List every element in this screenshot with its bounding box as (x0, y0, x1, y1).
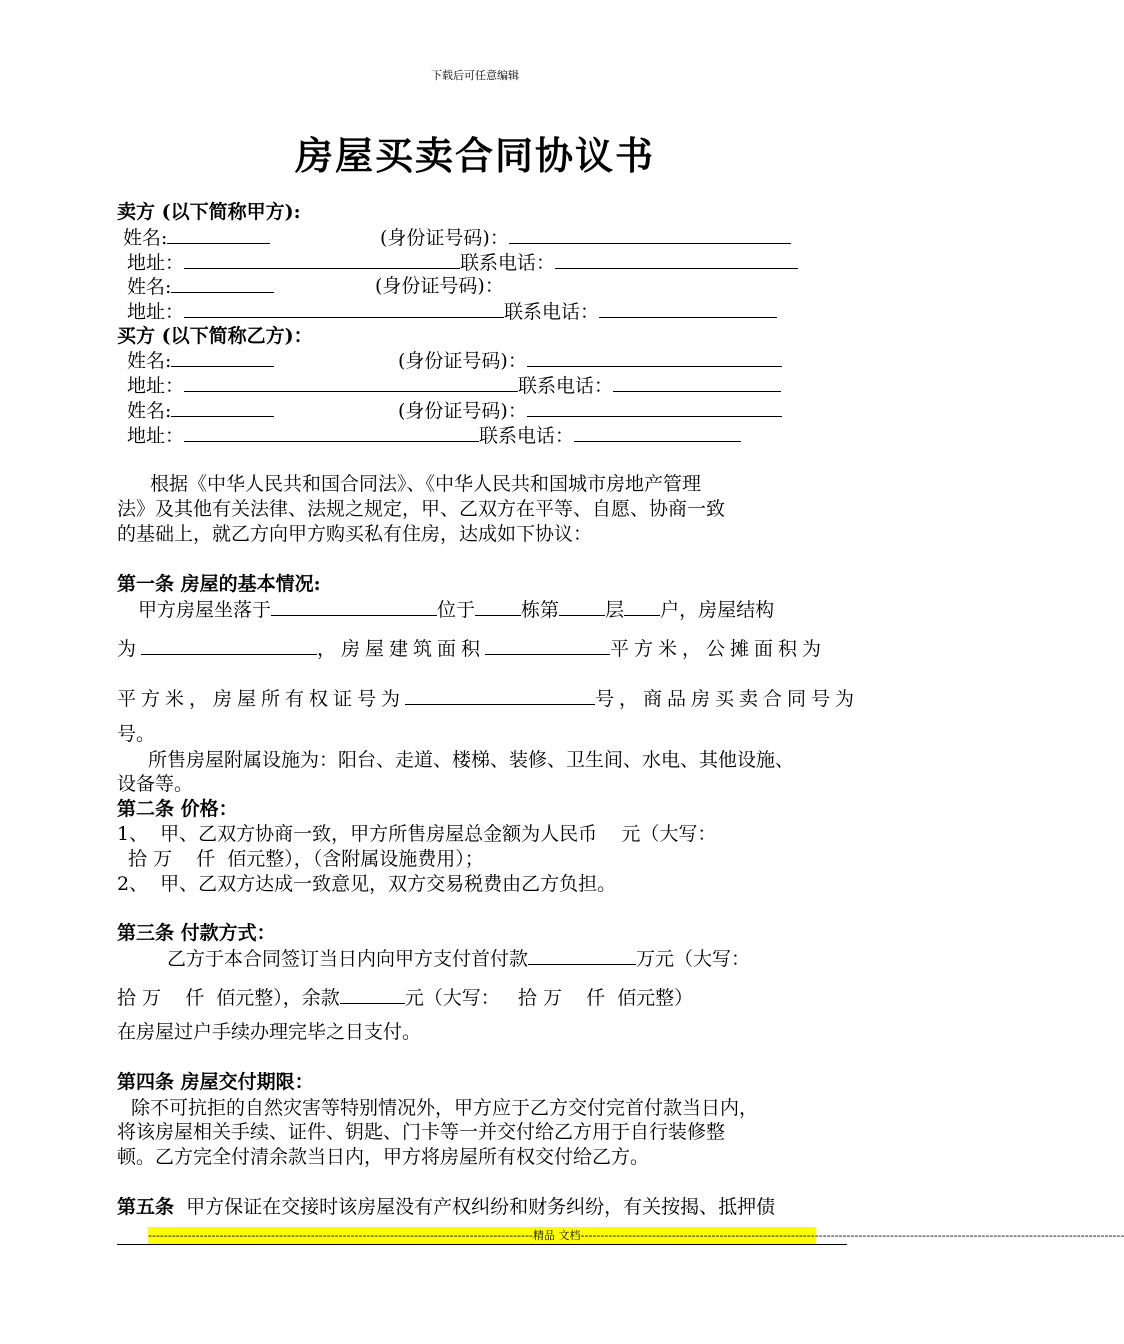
seller-phone-blank-2 (599, 299, 777, 318)
seller-name-blank-2 (171, 274, 274, 293)
seller-addr-label-2: 地址： (127, 301, 185, 323)
buyer-name-row-2 (127, 398, 274, 423)
seller-id-row-1 (380, 225, 791, 250)
footer-dashes-left: ------------------------------------------------------------------------------------------------- (148, 1229, 534, 1242)
article-1-text: 户，房屋结构 (660, 599, 775, 621)
footer-dashes-right: ----------------------------------------------------------------------------------------------------------------------------------------- (580, 1229, 1124, 1242)
buyer-addr-row-1 (127, 373, 781, 398)
seller-name-label-2: 姓名: (127, 276, 172, 298)
buyer-addr-blank-2 (184, 423, 479, 442)
seller-addr-label: 地址： (127, 252, 185, 274)
buyer-addr-blank (184, 373, 518, 392)
seller-name-row-2 (127, 274, 274, 299)
cert-blank (405, 686, 595, 705)
article-1-line-5: 所售房屋附属设施为：阳台、走道、楼梯、装修、卫生间、水电、其他设施、 (148, 749, 795, 771)
article-4-line-2: 将该房屋相关手续、证件、钥匙、门卡等一并交付给乙方用于自行装修整 (117, 1121, 726, 1143)
location-blank (271, 597, 437, 616)
down-payment-blank (528, 946, 636, 965)
buyer-phone-blank-2 (574, 423, 741, 442)
preamble-line-1: 根据《中华人民共和国合同法》、《中华人民共和国城市房地产管理 (150, 473, 702, 495)
article-4-heading: 第四条 房屋交付期限： (117, 1071, 314, 1093)
seller-name-blank (167, 225, 270, 244)
article-3-heading: 第三条 付款方式： (117, 922, 276, 944)
building-blank (475, 597, 521, 616)
structure-blank (141, 636, 317, 655)
buyer-phone-blank (613, 373, 781, 392)
article-3-line-3: 在房屋过户手续办理完毕之日支付。 (117, 1021, 422, 1043)
seller-id-label: (身份证号码)： (380, 227, 509, 249)
article-4-line-1: 除不可抗拒的自然灾害等特别情况外，甲方应于乙方交付完首付款当日内， (131, 1097, 759, 1119)
buyer-name-label: 姓名: (127, 350, 172, 372)
article-3-text: 元（大写： 拾 万 仟 佰元整） (404, 987, 694, 1009)
buyer-addr-row-2 (127, 423, 741, 448)
article-3-line-1 (167, 946, 750, 971)
footer-banner (148, 1227, 1124, 1245)
article-1-text: 平方米，公摊面积为 (610, 638, 827, 660)
article-3-line-2 (117, 985, 693, 1010)
seller-addr-row-1 (127, 250, 798, 275)
article-1-text: ，房屋建筑面积 (317, 638, 486, 660)
article-1-text: 层 (605, 599, 625, 621)
buyer-id-row-2 (398, 398, 782, 423)
seller-id-row-2 (375, 274, 504, 298)
buyer-id-row-1 (398, 348, 782, 373)
buyer-id-label-2: (身份证号码)： (398, 400, 527, 422)
article-1-heading: 第一条 房屋的基本情况: (117, 573, 321, 595)
unit-blank (624, 597, 660, 616)
footer-rule (117, 1244, 847, 1245)
footer-label: 精品 文档 (533, 1229, 581, 1242)
seller-heading: 卖方 (以下简称甲方): (117, 201, 301, 223)
seller-phone-label-2: 联系电话： (504, 301, 600, 323)
article-4-line-3: 顿。乙方完全付清余款当日内，甲方将房屋所有权交付给乙方。 (117, 1146, 650, 1168)
article-3-text: 万元（大写： (636, 948, 751, 970)
article-1-text: 栋第 (521, 599, 560, 621)
buyer-phone-label: 联系电话： (518, 375, 614, 397)
article-1-line-1 (138, 597, 774, 622)
buyer-name-blank (171, 348, 274, 367)
article-1-line-4: 号。 (117, 723, 156, 745)
article-2-line-1: 1、 甲、乙双方协商一致，甲方所售房屋总金额为人民币 元（大写： (117, 823, 717, 845)
article-1-text: 甲方房屋坐落于 (138, 599, 272, 621)
seller-id-blank (509, 225, 791, 244)
buyer-id-blank (527, 348, 782, 367)
article-1-text: 号，商品房买卖合同号为 (595, 688, 860, 710)
article-5-heading: 第五条 (117, 1196, 175, 1218)
article-1-text: 平方米，房屋所有权证号为 (117, 688, 406, 710)
article-1-line-6: 设备等。 (117, 773, 194, 795)
seller-id-label-2: (身份证号码)： (375, 275, 504, 297)
seller-name-label: 姓名: (123, 227, 168, 249)
article-3-text: 乙方于本合同签订当日内向甲方支付首付款 (167, 948, 529, 970)
article-2-line-2: 拾 万 仟 佰元整），（含附属设施费用）； (128, 848, 484, 870)
preamble-line-3: 的基础上，就乙方向甲方购买私有住房，达成如下协议： (117, 523, 593, 545)
buyer-name-row-1 (127, 348, 274, 373)
seller-addr-blank (184, 250, 460, 269)
floor-blank (559, 597, 605, 616)
buyer-addr-label-2: 地址： (127, 425, 185, 447)
buyer-id-blank-2 (527, 398, 782, 417)
buyer-phone-label-2: 联系电话： (479, 425, 575, 447)
article-1-line-2 (117, 636, 826, 661)
buyer-addr-label: 地址： (127, 375, 185, 397)
buyer-heading: 买方 (以下简称乙方)： (117, 325, 313, 347)
buyer-id-label: (身份证号码)： (398, 350, 527, 372)
document-title: 房屋买卖合同协议书 (294, 133, 655, 178)
area-blank (485, 636, 610, 655)
article-2-line-3: 2、 甲、乙双方达成一致意见，双方交易税费由乙方负担。 (117, 873, 617, 895)
buyer-name-blank-2 (171, 398, 274, 417)
preamble-line-2: 法》及其他有关法律、法规之规定，甲、乙双方在平等、自愿、协商一致 (117, 498, 726, 520)
seller-phone-label: 联系电话： (460, 252, 556, 274)
article-1-text: 为 (117, 638, 142, 660)
seller-name-row-1 (123, 225, 270, 250)
article-5-line-1 (117, 1195, 775, 1219)
article-2-heading: 第二条 价格： (117, 798, 238, 820)
seller-addr-blank-2 (184, 299, 504, 318)
header-note: 下载后可任意编辑 (431, 69, 519, 82)
article-3-text: 拾 万 仟 佰元整），余款 (117, 987, 340, 1009)
article-1-line-3 (117, 686, 859, 711)
seller-addr-row-2 (127, 299, 777, 324)
seller-phone-blank (555, 250, 798, 269)
buyer-name-label-2: 姓名: (127, 400, 172, 422)
balance-blank (340, 985, 405, 1004)
article-1-text: 位于 (437, 599, 476, 621)
article-5-text: 甲方保证在交接时该房屋没有产权纠纷和财务纠纷，有关按揭、抵押债 (186, 1196, 776, 1218)
